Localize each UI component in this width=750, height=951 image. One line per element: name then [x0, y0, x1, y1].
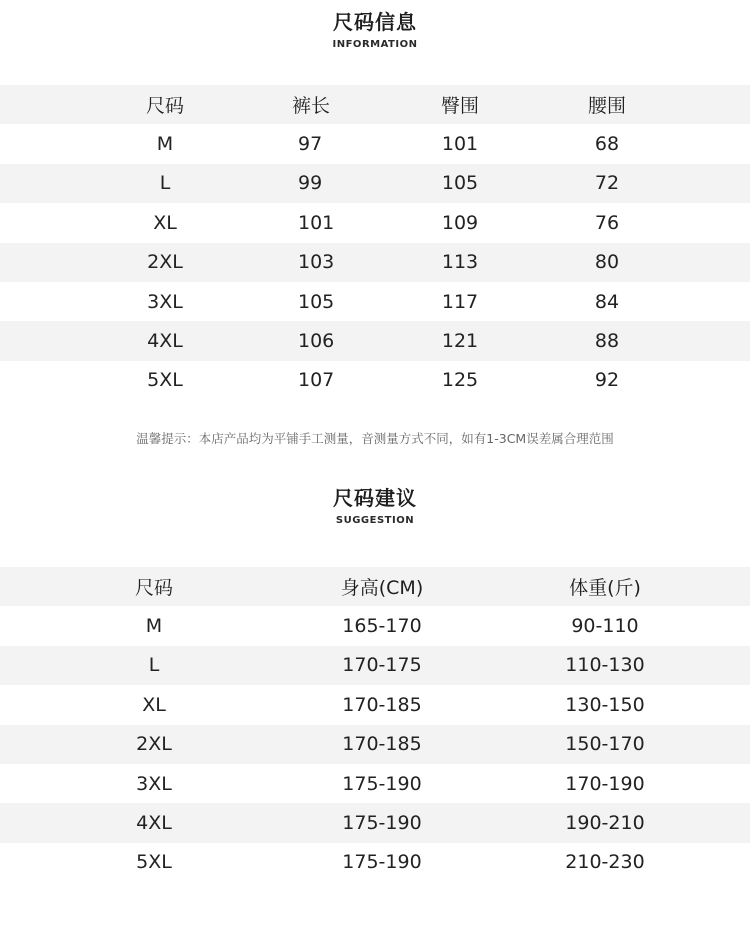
info-title-en: INFORMATION	[332, 39, 418, 50]
cell-hip: 109	[441, 211, 479, 234]
cell-size: L	[148, 654, 160, 677]
cell-size: 4XL	[147, 330, 183, 353]
suggestion-table	[0, 567, 750, 882]
cell-size: 5XL	[136, 851, 172, 874]
cell-pants-length: 106	[298, 330, 335, 353]
suggestion-table-header	[0, 567, 750, 606]
cell-waist: 88	[594, 330, 620, 353]
cell-height: 175-190	[342, 851, 422, 874]
cell-size: L	[159, 172, 171, 195]
header-weight: 体重(斤)	[569, 577, 641, 600]
suggestion-title-en: SUGGESTION	[335, 515, 415, 526]
cell-pants-length: 99	[298, 172, 323, 195]
table-row	[0, 764, 750, 803]
cell-hip: 105	[441, 172, 479, 195]
table-row	[0, 725, 750, 764]
cell-waist: 72	[594, 172, 620, 195]
cell-weight: 210-230	[565, 851, 645, 874]
cell-hip: 125	[441, 369, 479, 392]
cell-pants-length: 103	[298, 251, 335, 274]
cell-waist: 92	[594, 369, 620, 392]
measurement-note: 温馨提示：本店产品均为平铺手工测量，音测量方式不同，如有1-3CM误差属合理范围	[136, 431, 614, 446]
suggestion-title-cn: 尺码建议	[333, 486, 417, 510]
table-row	[0, 243, 750, 282]
cell-pants-length: 105	[298, 290, 335, 313]
cell-size: 3XL	[136, 772, 172, 795]
cell-size: M	[156, 133, 174, 156]
cell-height: 170-175	[342, 654, 422, 677]
table-row	[0, 164, 750, 203]
cell-waist: 80	[594, 251, 620, 274]
cell-pants-length: 107	[298, 369, 335, 392]
table-row	[0, 282, 750, 321]
cell-height: 165-170	[342, 615, 422, 638]
cell-size: 3XL	[147, 290, 183, 313]
header-waist: 腰围	[587, 95, 626, 118]
header-pants-length: 裤长	[292, 95, 331, 118]
cell-hip: 117	[441, 290, 479, 313]
header-size: 尺码	[145, 95, 184, 118]
table-row	[0, 646, 750, 685]
table-row	[0, 843, 750, 882]
table-row	[0, 203, 750, 242]
cell-weight: 130-150	[565, 693, 645, 716]
info-table-header	[0, 85, 750, 124]
info-title-cn: 尺码信息	[333, 10, 417, 34]
header-hip: 臀围	[440, 95, 479, 118]
cell-weight: 170-190	[565, 772, 645, 795]
info-table	[0, 85, 750, 400]
table-row	[0, 606, 750, 645]
cell-weight: 190-210	[565, 812, 645, 835]
header-height: 身高(CM)	[340, 577, 424, 600]
cell-size: 5XL	[147, 369, 183, 392]
cell-size: 2XL	[147, 251, 183, 274]
cell-hip: 121	[441, 330, 479, 353]
cell-weight: 150-170	[565, 733, 645, 756]
info-section-title	[0, 6, 750, 50]
cell-size: M	[145, 615, 163, 638]
cell-height: 170-185	[342, 693, 422, 716]
cell-size: 4XL	[136, 812, 172, 835]
cell-height: 170-185	[342, 733, 422, 756]
cell-hip: 113	[441, 251, 479, 274]
suggestion-section-title	[0, 482, 750, 526]
cell-hip: 101	[441, 133, 479, 156]
cell-size: XL	[142, 693, 166, 716]
cell-pants-length: 101	[298, 211, 335, 234]
cell-height: 175-190	[342, 812, 422, 835]
header-size: 尺码	[134, 577, 173, 600]
cell-pants-length: 97	[298, 133, 323, 156]
cell-size: XL	[153, 211, 177, 234]
table-row	[0, 321, 750, 360]
cell-waist: 68	[594, 133, 620, 156]
cell-height: 175-190	[342, 772, 422, 795]
table-row	[0, 124, 750, 163]
cell-size: 2XL	[136, 733, 172, 756]
table-row	[0, 803, 750, 842]
cell-waist: 76	[594, 211, 620, 234]
table-row	[0, 361, 750, 400]
cell-weight: 110-130	[565, 654, 645, 677]
table-row	[0, 685, 750, 724]
cell-waist: 84	[594, 290, 620, 313]
cell-weight: 90-110	[571, 615, 639, 638]
